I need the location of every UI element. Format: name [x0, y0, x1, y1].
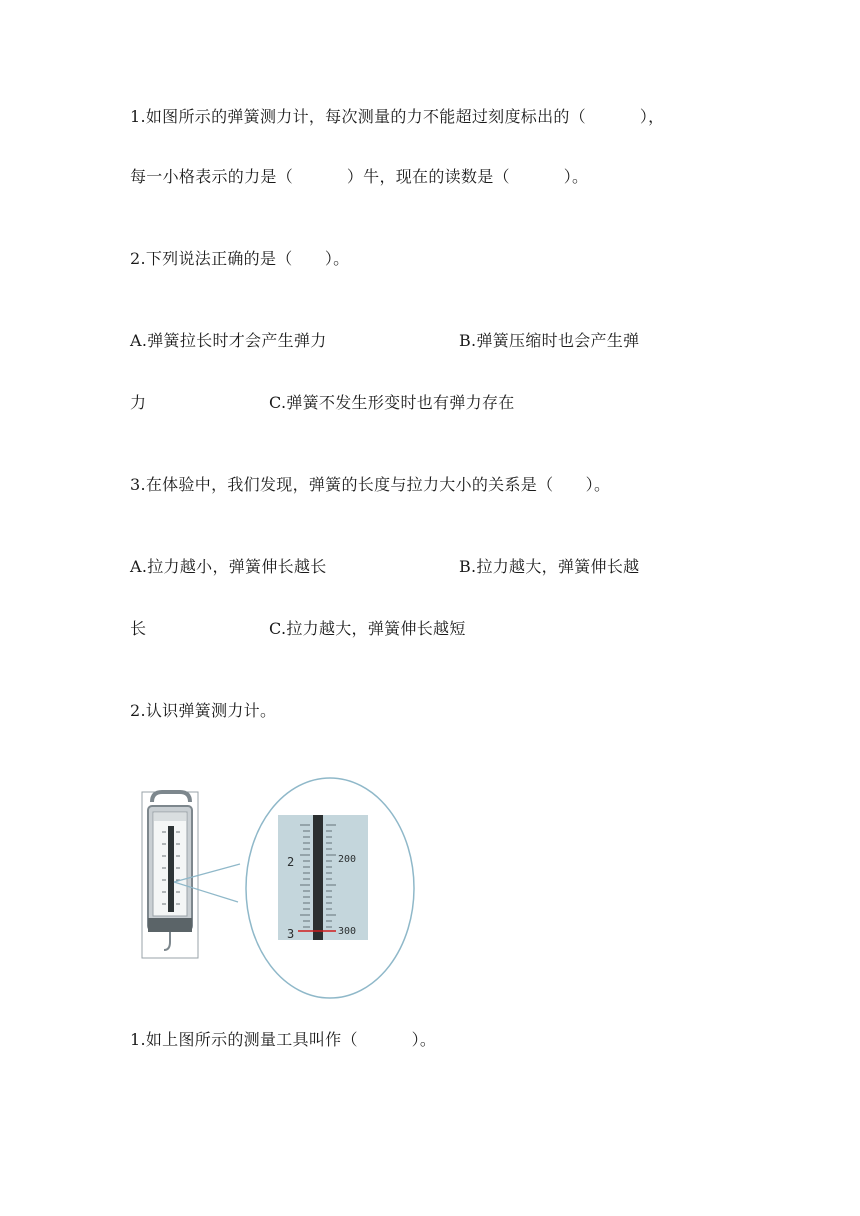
q3-stem: 3.在体验中，我们发现，弹簧的长度与拉力大小的关系是（ ）。: [130, 475, 611, 494]
q2-option-a: A.弹簧拉长时才会产生弹力: [130, 331, 327, 350]
section-2-heading: 2.认识弹簧测力计。: [130, 701, 277, 720]
q2-option-b: B.弹簧压缩时也会产生弹: [459, 331, 640, 350]
spring-scale-device: [142, 792, 198, 958]
zoom-label-300: 300: [338, 926, 357, 937]
q3-option-b-wrap: 长: [130, 619, 147, 638]
spring-scale-figure: [140, 770, 430, 1004]
zoomed-scale-view: [246, 778, 414, 998]
zoom-label-3: 3: [287, 927, 295, 941]
zoom-label-200: 200: [338, 854, 357, 865]
q3-option-a: A.拉力越小，弹簧伸长越长: [130, 557, 327, 576]
q2-option-c: C.弹簧不发生形变时也有弹力存在: [269, 393, 515, 412]
spring-scale-illustration: [140, 770, 430, 1000]
q3-option-c: C.拉力越大，弹簧伸长越短: [269, 619, 466, 638]
zoom-label-2: 2: [287, 855, 295, 869]
q2-stem: 2.下列说法正确的是（ ）。: [130, 249, 350, 268]
q2-option-b-wrap: 力: [130, 393, 147, 412]
q1-line-1: 1.如图所示的弹簧测力计，每次测量的力不能超过刻度标出的（ ），: [130, 107, 665, 126]
q1-line-2: 每一小格表示的力是（ ）牛，现在的读数是（ ）。: [130, 167, 589, 186]
q3-option-b: B.拉力越大，弹簧伸长越: [459, 557, 640, 576]
section-2-q1: 1.如上图所示的测量工具叫作（ ）。: [130, 1030, 437, 1049]
